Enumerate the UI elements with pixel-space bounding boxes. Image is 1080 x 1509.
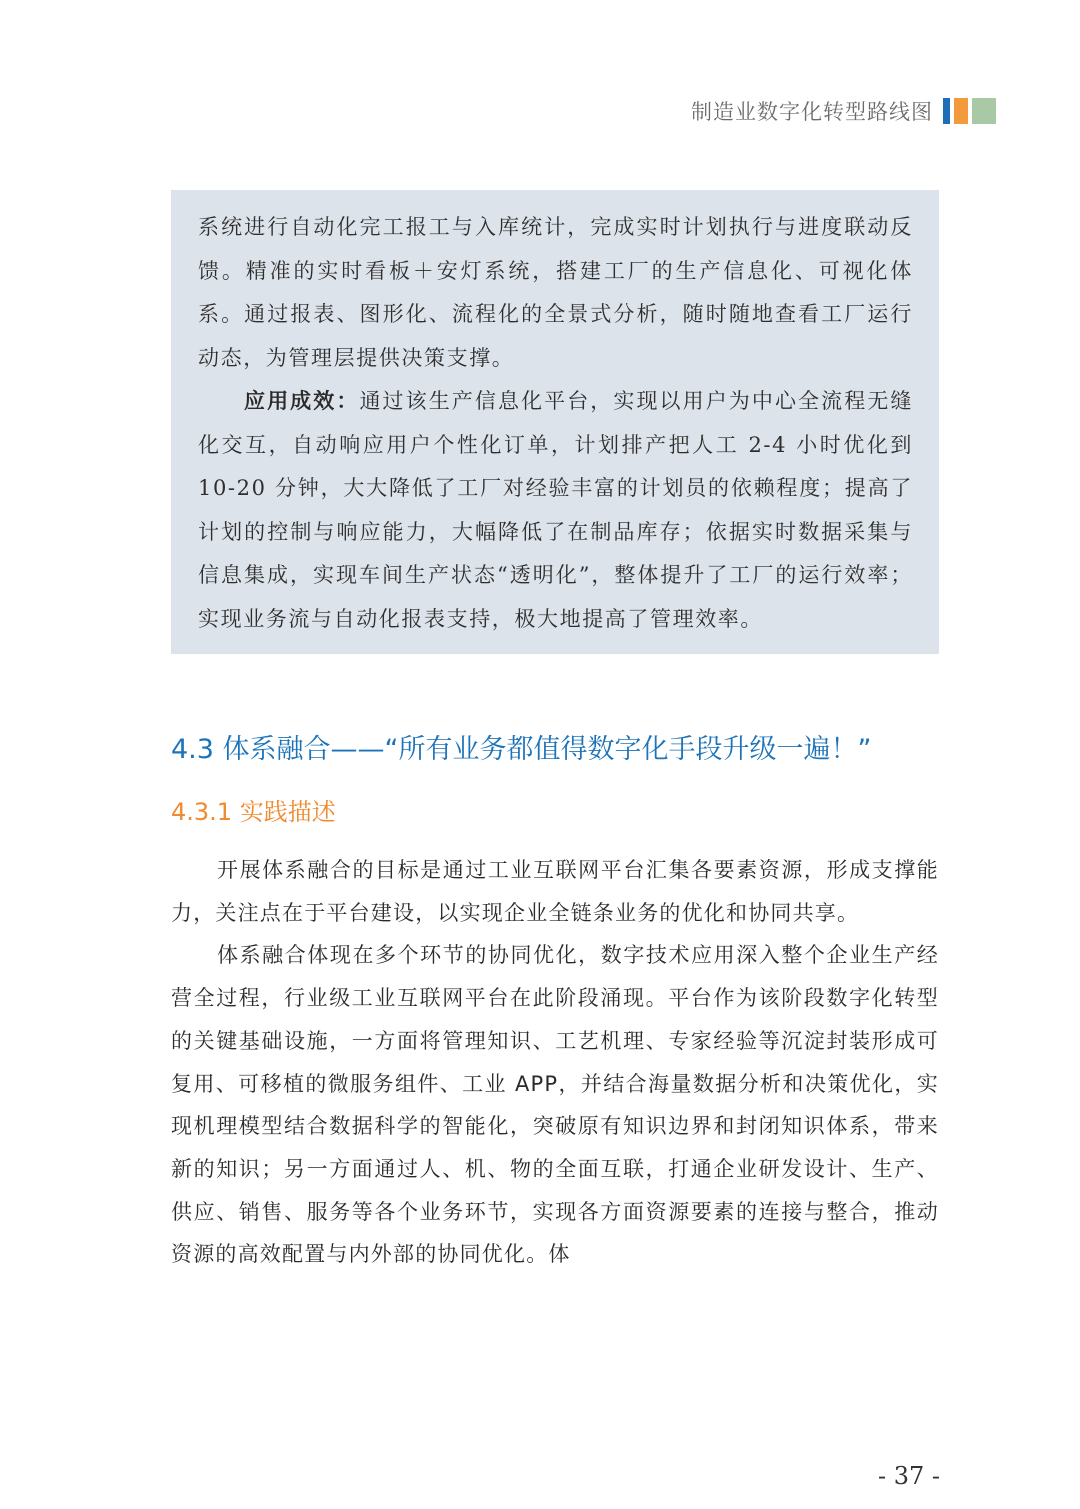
- body-paragraph-2: 体系融合体现在多个环节的协同优化，数字技术应用深入整个企业生产经营全过程，行业级工业互联网平台在此阶段涌现。平台作为该阶段数字化转型的关键基础设施，一方面将管理知识、工艺机理、专家经验等沉淀封装形成可复用、可移植的微服务组件、工业 APP，并结合海量数据分析和决策优化，实现机理模型结合数据科学的智能化，突破原有知识边界和封闭知识体系，带来新的知识；另一方面通过人、机、物的全面互联，打通企业研发设计、生产、供应、销售、服务等各个业务环节，实现各方面资源要素的连接与整合，推动资源的高效配置与内外部的协同优化。体: [171, 943, 939, 1267]
- section-title: 4.3 体系融合——“所有业务都值得数字化手段升级一遍！”: [171, 734, 872, 765]
- results-text: 通过该生产信息化平台，实现以用户为中心全流程无缝化交互，自动响应用户个性化订单，计划排产把人工 2-4 小时优化到 10-20 分钟，大大降低了工厂对经验丰富的计划员的依赖程度；提高了计划的控制与响应能力，大幅降低了在制品库存；依据实时数据采集与信息集成，实现车间生产状态“透明化”，整体提升了工厂的运行效率；实现业务流与自动化报表支持，极大地提高了管理效率。: [198, 389, 914, 631]
- page-number: - 37 -: [877, 1462, 940, 1490]
- running-header: [691, 95, 996, 127]
- subsection-title: 4.3.1 实践描述: [171, 798, 336, 826]
- running-title: 制造业数字化转型路线图: [691, 100, 933, 124]
- case-study-box: [171, 190, 939, 654]
- body-paragraph-1: 开展体系融合的目标是通过工业互联网平台汇集各要素资源，形成支撑能力，关注点在于平台建设，以实现企业全链条业务的优化和协同共享。: [171, 858, 939, 925]
- header-color-marks: [943, 98, 996, 124]
- case-paragraph-1: 系统进行自动化完工报工与入库统计，完成实时计划执行与进度联动反馈。精准的实时看板＋安灯系统，搭建工厂的生产信息化、可视化体系。通过报表、图形化、流程化的全景式分析，随时随地查看工厂运行动态，为管理层提供决策支撑。: [198, 215, 913, 370]
- green-mark: [972, 98, 996, 124]
- orange-mark: [954, 98, 968, 124]
- body-text: [171, 849, 939, 1276]
- case-paragraph-2: [198, 380, 913, 641]
- blue-mark: [943, 98, 950, 124]
- results-label: 应用成效：: [244, 389, 360, 413]
